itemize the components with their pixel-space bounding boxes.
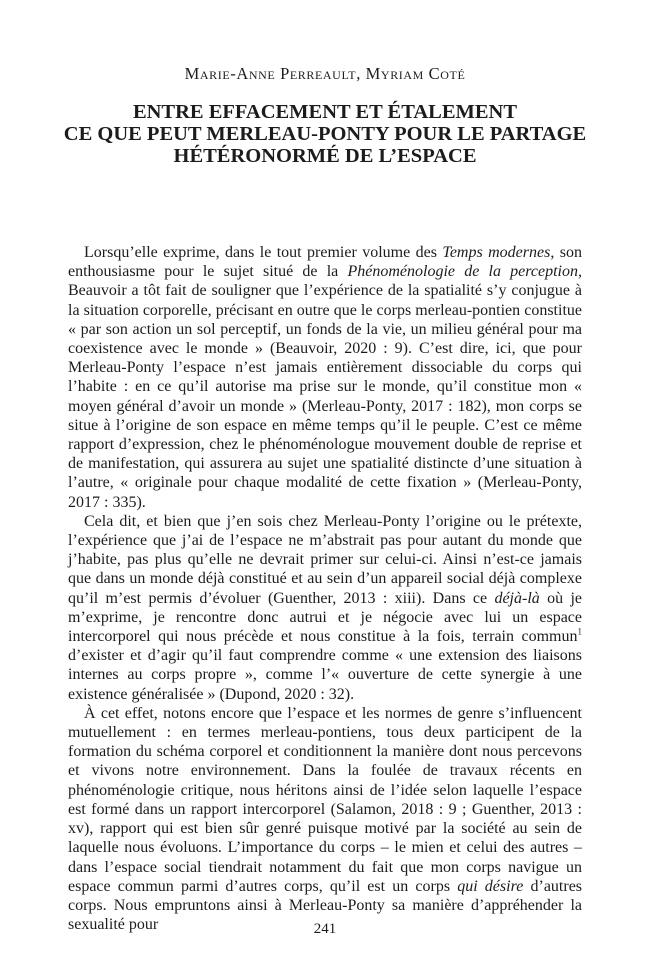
paragraph-1-text-a: Lorsqu’elle exprime, dans le tout premier volume des [84, 244, 443, 261]
paragraph-1 [68, 243, 582, 512]
paragraph-3-text-a: À cet effet, notons encore que l’espace et les normes de genre s’influencent mutuellement : en termes merleau-pontiens, tous deux participent de la formation du schéma corporel et conditionnent la manière dont nous percevons et vivons notre environnement. Dans la foulée de travaux récents en phénoménologie critique, nous héritons ainsi de l’idée selon laquelle l’espace est formé dans un rapport intercorporel (Salamon, 2018 : 9 ; Guenther, 2013 : xv), rapport qui est bien sûr genré puisque motivé par la société au sein de laquelle nous évoluons. L’importance du corps – le mien et celui des autres – dans l’espace social tiendrait notamment du fait que mon corps navigue un espace commun parmi d’autres corps, qu’il est un corps [68, 704, 582, 895]
paragraph-1-italic-book: Phénoménologie de la perception, [347, 263, 582, 281]
paragraph-1-text-c: , son enthousiasme pour le sujet situé de la [68, 244, 582, 281]
page-number: 241 [313, 921, 337, 937]
paragraph-1-text-e: Beauvoir a tôt fait de souligner que l’expérience de la spatialité s’y conjugue à la situation corporelle, précisant en outre que le corps merleau-pontien constitue « par son action un sol perceptif, un fonds de la vie, un milieu général pour ma coexistence avec le monde » (Beauvoir, 2020 : 9). C’est dire, ici, que pour Merleau-Ponty l’espace n’est jamais entièrement dissociable du corps qui l’habite : en ce qu’il autorise ma prise sur le monde, qu’il constitue mon « moyen général d’avoir un monde » (Merleau-Ponty, 2017 : 182), mon corps se situe à l’origine de son espace en même temps qu’il le peuple. C’est ce même rapport d’expression, chez le phénoménologue mouvement double de reprise et de manifestation, qui assurera au sujet une spatialité distincte d’une situation à l’autre, « originale pour chaque modalité de cette fixation » (Merleau-Ponty, 2017 : 335). [68, 282, 582, 511]
paragraph-3-text-c: d’autres corps. Nous empruntons ainsi à Merleau-Ponty sa manière d’appréhender la sexualité pour [68, 877, 583, 934]
running-header-authors: Marie-Anne Perreault, Myriam Coté [184, 64, 466, 83]
title-line-2: CE QUE PEUT MERLEAU-PONTY POUR LE PARTAGE [63, 123, 587, 145]
title-line-1: ENTRE EFFACEMENT ET ÉTALEMENT [132, 101, 518, 123]
paragraph-2 [68, 512, 582, 704]
paragraph-2-text-d: d’exister et d’agir qu’il faut comprendre comme « une extension des liaisons internes au corps propre », comme l’« ouverture de cette synergie à une existence généralisée » (Dupond, 2020 : 32). [68, 647, 582, 703]
paragraph-3-italic-term: qui désire [457, 877, 524, 895]
paragraph-2-italic-term: déjà-là [494, 589, 540, 607]
title-line-3: HÉTÉRONORMÉ DE L’ESPACE [173, 145, 477, 167]
chapter-title [40, 101, 610, 167]
paragraph-2-text-c: où je m’exprime, je rencontre donc autrui et je négocie avec lui un espace intercorporel qui nous précède et nous constitue à la fois, terrain commun [68, 589, 583, 646]
body-text [68, 243, 582, 934]
paragraph-3 [68, 704, 582, 934]
footnote-marker[interactable]: 1 [577, 626, 582, 637]
paragraph-1-italic-title: Temps modernes [442, 244, 551, 261]
paragraph-2-text-a: Cela dit, et bien que j’en sois chez Merleau-Ponty l’origine ou le prétexte, l’expérience que j’ai de l’espace ne m’abstrait pas pour autant du monde que j’habite, pas plus qu’elle ne devrait primer sur celui-ci. Ainsi n’est-ce jamais que dans un monde déjà constitué et au sein d’un appareil social déjà complexe qu’il m’est permis d’évoluer (Guenther, 2013 : xiii). Dans ce [68, 512, 582, 607]
